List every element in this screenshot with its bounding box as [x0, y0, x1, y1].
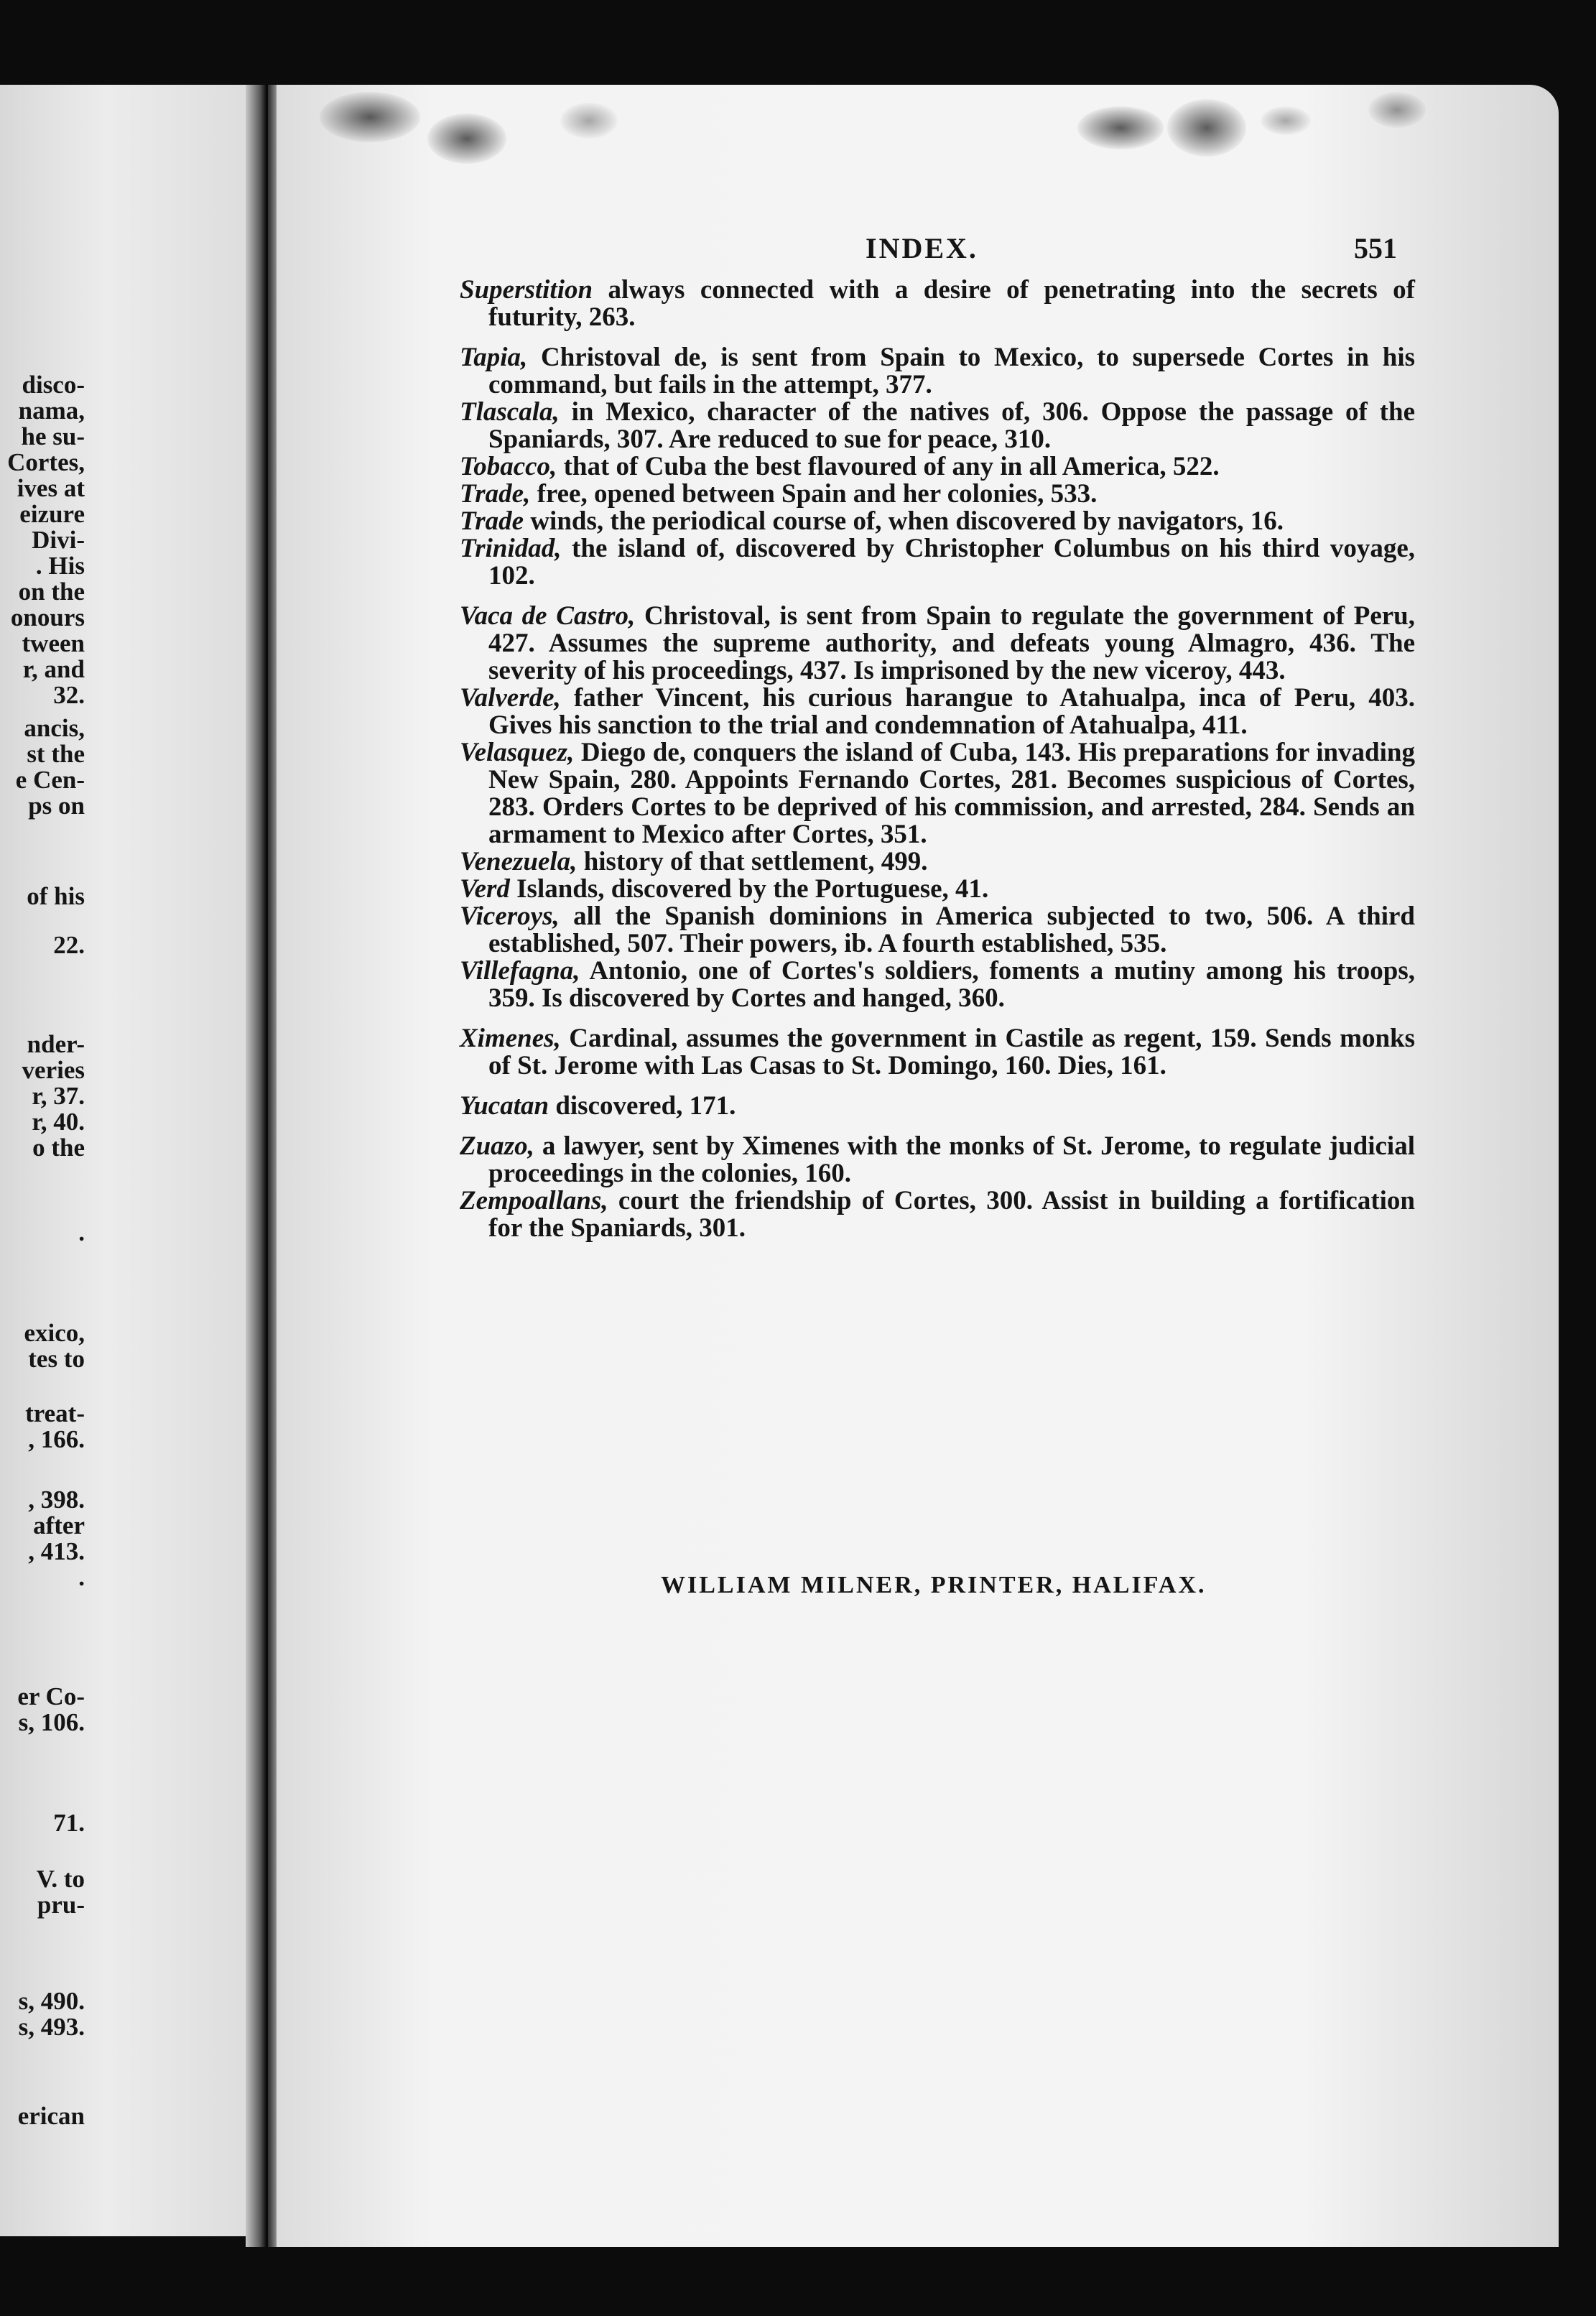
- index-term: Valverde,: [460, 683, 561, 713]
- previous-page: [0, 85, 262, 2236]
- previous-page-line: ives at: [17, 474, 85, 502]
- index-entry-text: Diego de, conquers the island of Cuba, 143. His preparations for invading New Spain, 280. Appoints Fernando Cortes, 281. Becomes suspicious of Cortes, 283. Orders Cortes to be deprived of his commission, and arrested, 284. Sends an armament to Mexico after Cortes, 351.: [488, 738, 1415, 849]
- index-entry-text: Christoval de, is sent from Spain to Mexico, to supersede Cortes in his command, but fails in the attempt, 377.: [488, 343, 1415, 399]
- index-entry: [460, 481, 1415, 508]
- previous-page-line: e Cen-: [15, 766, 85, 794]
- previous-page-line: onours: [10, 603, 85, 631]
- index-entry-text: all the Spanish dominions in America subjected to two, 506. A third established, 507. Their powers, ib. A fourth established, 535.: [488, 902, 1415, 958]
- index-term: Trinidad,: [460, 534, 562, 563]
- previous-page-line: pru-: [37, 1891, 85, 1919]
- index-entry: [460, 848, 1415, 876]
- index-entry: [460, 399, 1415, 453]
- index-entry: [460, 958, 1415, 1012]
- previous-page-line: Cortes,: [7, 448, 85, 476]
- previous-page-line: tes to: [28, 1345, 85, 1373]
- previous-page-line: exico,: [24, 1319, 85, 1347]
- previous-page-line: r, and: [22, 655, 85, 683]
- previous-page-line: st the: [27, 740, 85, 768]
- index-entry: [460, 739, 1415, 848]
- previous-page-line: r, 37.: [32, 1082, 85, 1110]
- index-term: Ximenes,: [460, 1024, 561, 1053]
- index-term: Tlascala,: [460, 397, 560, 427]
- index-entry-text: history of that settlement, 499.: [577, 847, 928, 876]
- index-entry: [460, 685, 1415, 739]
- previous-page-line: veries: [22, 1056, 85, 1084]
- index-entry: [460, 453, 1415, 481]
- index-entry-text: in Mexico, character of the natives of, 306. Oppose the passage of the Spaniards, 307. Are reduced to sue for peace, 310.: [488, 397, 1415, 454]
- previous-page-line: Divi-: [32, 526, 85, 554]
- page-title: INDEX.: [866, 232, 978, 264]
- index-entry-text: the island of, discovered by Christopher Columbus on his third voyage, 102.: [488, 534, 1415, 590]
- previous-page-line: nder-: [27, 1030, 85, 1058]
- index-entry: [460, 876, 1415, 903]
- index-term: Zempoallans,: [460, 1186, 608, 1215]
- index-entry-text: father Vincent, his curious harangue to Atahualpa, inca of Peru, 403. Gives his sanction to the trial and condemnation of Atahualpa, 411.: [488, 683, 1415, 740]
- previous-page-line: , 413.: [28, 1537, 85, 1565]
- index-entry: [460, 1093, 1415, 1120]
- previous-page-line: 71.: [53, 1809, 85, 1837]
- page-number: 551: [1354, 232, 1397, 264]
- ink-smudge: [1368, 92, 1426, 128]
- index-entry: [460, 903, 1415, 958]
- index-term: Villefagna,: [460, 956, 580, 986]
- index-term: Verd: [460, 874, 510, 904]
- index-entry-text: discovered, 171.: [549, 1091, 736, 1121]
- index-term: Viceroys,: [460, 902, 560, 931]
- index-entry: [460, 1025, 1415, 1080]
- previous-page-line: ancis,: [24, 714, 85, 742]
- index-entry-text: winds, the periodical course of, when discovered by navigators, 16.: [524, 506, 1284, 536]
- previous-page-line: , 398.: [28, 1486, 85, 1514]
- previous-page-line: r, 40.: [32, 1108, 85, 1136]
- previous-page-line: after: [33, 1511, 85, 1539]
- previous-page-line: treat-: [25, 1399, 85, 1427]
- previous-page-line: . His: [35, 552, 85, 580]
- index-entry-text: Islands, discovered by the Portuguese, 41.: [509, 874, 989, 904]
- previous-page-line: , 166.: [28, 1425, 85, 1453]
- index-entry: [460, 344, 1415, 399]
- previous-page-line: s, 106.: [18, 1708, 85, 1736]
- ink-smudge: [1261, 106, 1311, 135]
- gutter-fold-line: [266, 85, 268, 2247]
- running-header: [460, 231, 1408, 267]
- index-term: Zuazo,: [460, 1131, 534, 1161]
- previous-page-text-fragments: [0, 286, 85, 2154]
- index-term: Tapia,: [460, 343, 528, 372]
- previous-page-line: .: [78, 1218, 85, 1246]
- previous-page-line: of his: [27, 882, 85, 910]
- index-term: Superstition: [460, 275, 593, 305]
- index-term: Velasquez,: [460, 738, 575, 767]
- ink-smudge: [1167, 99, 1246, 157]
- printer-imprint: WILLIAM MILNER, PRINTER, HALIFAX.: [661, 1572, 1207, 1598]
- index-entries: [460, 277, 1415, 1242]
- ink-smudge: [560, 103, 618, 139]
- index-entry-text: that of Cuba the best flavoured of any in all America, 522.: [557, 452, 1220, 481]
- previous-page-line: he su-: [21, 422, 85, 450]
- index-entry-text: always connected with a desire of penetrating into the secrets of futurity, 263.: [488, 275, 1415, 332]
- index-entry-text: court the friendship of Cortes, 300. Assist in building a fortification for the Spaniards, 301.: [488, 1186, 1415, 1243]
- previous-page-line: 32.: [53, 681, 85, 709]
- index-entry: [460, 508, 1415, 535]
- previous-page-line: s, 490.: [18, 1987, 85, 2015]
- previous-page-line: on the: [18, 578, 85, 606]
- previous-page-line: erican: [17, 2102, 85, 2130]
- scan-border: [0, 2247, 1596, 2316]
- previous-page-line: er Co-: [17, 1682, 85, 1710]
- index-term: Yucatan: [460, 1091, 549, 1121]
- index-entry: [460, 535, 1415, 590]
- index-entry: [460, 603, 1415, 685]
- previous-page-line: s, 493.: [18, 2013, 85, 2041]
- previous-page-line: 22.: [53, 931, 85, 959]
- index-entry-text: free, opened between Spain and her colonies, 533.: [530, 479, 1098, 509]
- index-term: Vaca de Castro,: [460, 601, 636, 631]
- index-entry-text: Antonio, one of Cortes's soldiers, foments a mutiny among his troops, 359. Is discovered by Cortes and hanged, 360.: [488, 956, 1415, 1013]
- index-term: Trade: [460, 506, 524, 536]
- ink-smudge: [1077, 106, 1164, 149]
- index-entry: [460, 277, 1415, 331]
- ink-smudge: [427, 114, 506, 164]
- index-term: Tobacco,: [460, 452, 557, 481]
- previous-page-line: V. to: [36, 1865, 85, 1893]
- index-entry: [460, 1187, 1415, 1242]
- previous-page-line: disco-: [22, 371, 85, 399]
- index-term: Trade,: [460, 479, 531, 509]
- ink-smudge: [320, 92, 420, 142]
- previous-page-line: .: [78, 1563, 85, 1591]
- index-entry: [460, 1133, 1415, 1187]
- index-entry-text: Christoval, is sent from Spain to regulate the government of Peru, 427. Assumes the supreme authority, and defeats young Almagro, 436. The severity of his proceedings, 437. Is imprisoned by the new viceroy, 443.: [488, 601, 1415, 685]
- previous-page-line: o the: [32, 1134, 85, 1162]
- previous-page-line: tween: [22, 629, 85, 657]
- index-entry-text: a lawyer, sent by Ximenes with the monks of St. Jerome, to regulate judicial proceedings in the colonies, 160.: [488, 1131, 1415, 1188]
- index-entry-text: Cardinal, assumes the government in Castile as regent, 159. Sends monks of St. Jerome with Las Casas to St. Domingo, 160. Dies, 161.: [488, 1024, 1415, 1080]
- previous-page-line: eizure: [19, 500, 85, 528]
- previous-page-line: nama,: [18, 397, 85, 425]
- index-term: Venezuela,: [460, 847, 577, 876]
- previous-page-line: ps on: [28, 792, 85, 820]
